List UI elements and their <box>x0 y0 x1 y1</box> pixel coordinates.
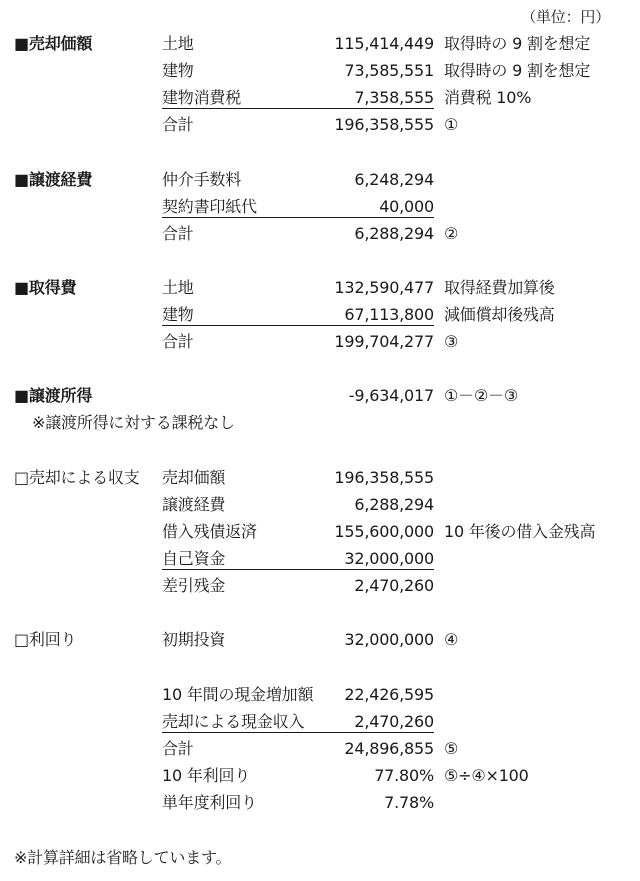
section-heading: ■売却価額 <box>14 34 93 53</box>
row-note: ①－②－③ <box>444 386 519 405</box>
row-label: 仲介手数料 <box>162 170 242 189</box>
row-label: 借入残債返済 <box>162 522 257 541</box>
row-amount: 77.80% <box>374 766 434 785</box>
row-label: 譲渡経費 <box>162 495 226 514</box>
row-amount: 115,414,449 <box>334 34 434 53</box>
row-label: 土地 <box>162 34 194 53</box>
row-amount: 7,358,555 <box>354 88 434 107</box>
sum-underline <box>162 325 434 326</box>
section-heading: ■譲渡経費 <box>14 170 93 189</box>
row-amount: 73,585,551 <box>344 61 434 80</box>
row-label: 建物 <box>162 305 194 324</box>
row-note: ② <box>444 224 459 243</box>
row-amount: 2,470,260 <box>354 712 434 731</box>
row-amount: 67,113,800 <box>344 305 434 324</box>
row-amount: 199,704,277 <box>334 332 434 351</box>
sum-underline <box>162 569 434 570</box>
row-note: ③ <box>444 332 459 351</box>
section-heading: ■譲渡所得 <box>14 386 93 405</box>
row-label: 合計 <box>162 115 194 134</box>
sum-underline <box>162 732 434 733</box>
tax-remark: ※譲渡所得に対する課税なし <box>32 413 235 432</box>
row-note: ① <box>444 115 459 134</box>
row-label: 10 年利回り <box>162 766 251 785</box>
row-amount: 7.78% <box>384 793 434 812</box>
row-amount: 155,600,000 <box>334 522 434 541</box>
row-note: 取得時の 9 割を想定 <box>444 34 591 53</box>
row-label: 単年度利回り <box>162 793 257 812</box>
section-heading: ■取得費 <box>14 278 77 297</box>
row-amount: 132,590,477 <box>334 278 434 297</box>
row-label: 自己資金 <box>162 549 226 568</box>
row-label: 契約書印紙代 <box>162 197 257 216</box>
row-note: 消費税 10% <box>444 88 532 107</box>
row-label: 売却価額 <box>162 468 226 487</box>
row-label: 合計 <box>162 739 194 758</box>
row-label: 合計 <box>162 332 194 351</box>
row-note: 取得時の 9 割を想定 <box>444 61 591 80</box>
row-note: ④ <box>444 630 459 649</box>
row-label: 土地 <box>162 278 194 297</box>
row-note: 10 年後の借入金残高 <box>444 522 596 541</box>
row-amount: -9,634,017 <box>348 386 434 405</box>
row-amount: 196,358,555 <box>334 468 434 487</box>
row-amount: 2,470,260 <box>354 576 434 595</box>
row-amount: 6,288,294 <box>354 224 434 243</box>
row-amount: 6,288,294 <box>354 495 434 514</box>
row-label: 差引残金 <box>162 576 226 595</box>
sum-underline <box>162 217 434 218</box>
row-note: 取得経費加算後 <box>444 278 555 297</box>
row-amount: 40,000 <box>379 197 434 216</box>
row-amount: 24,896,855 <box>344 739 434 758</box>
section-heading: □売却による収支 <box>14 468 140 487</box>
row-label: 売却による現金収入 <box>162 712 305 731</box>
row-amount: 22,426,595 <box>344 685 434 704</box>
footnote: ※計算詳細は省略しています。 <box>14 848 232 867</box>
unit-label: （単位：円） <box>521 8 610 26</box>
row-amount: 196,358,555 <box>334 115 434 134</box>
row-amount: 6,248,294 <box>354 170 434 189</box>
row-amount: 32,000,000 <box>344 630 434 649</box>
section-heading: □利回り <box>14 630 77 649</box>
sum-underline <box>162 108 434 109</box>
row-label: 初期投資 <box>162 630 226 649</box>
row-note: ⑤÷④×100 <box>444 766 529 785</box>
row-label: 建物消費税 <box>162 88 242 107</box>
row-amount: 32,000,000 <box>344 549 434 568</box>
row-note: 減価償却後残高 <box>444 305 555 324</box>
row-note: ⑤ <box>444 739 459 758</box>
row-label: 合計 <box>162 224 194 243</box>
row-label: 10 年間の現金増加額 <box>162 685 314 704</box>
row-label: 建物 <box>162 61 194 80</box>
